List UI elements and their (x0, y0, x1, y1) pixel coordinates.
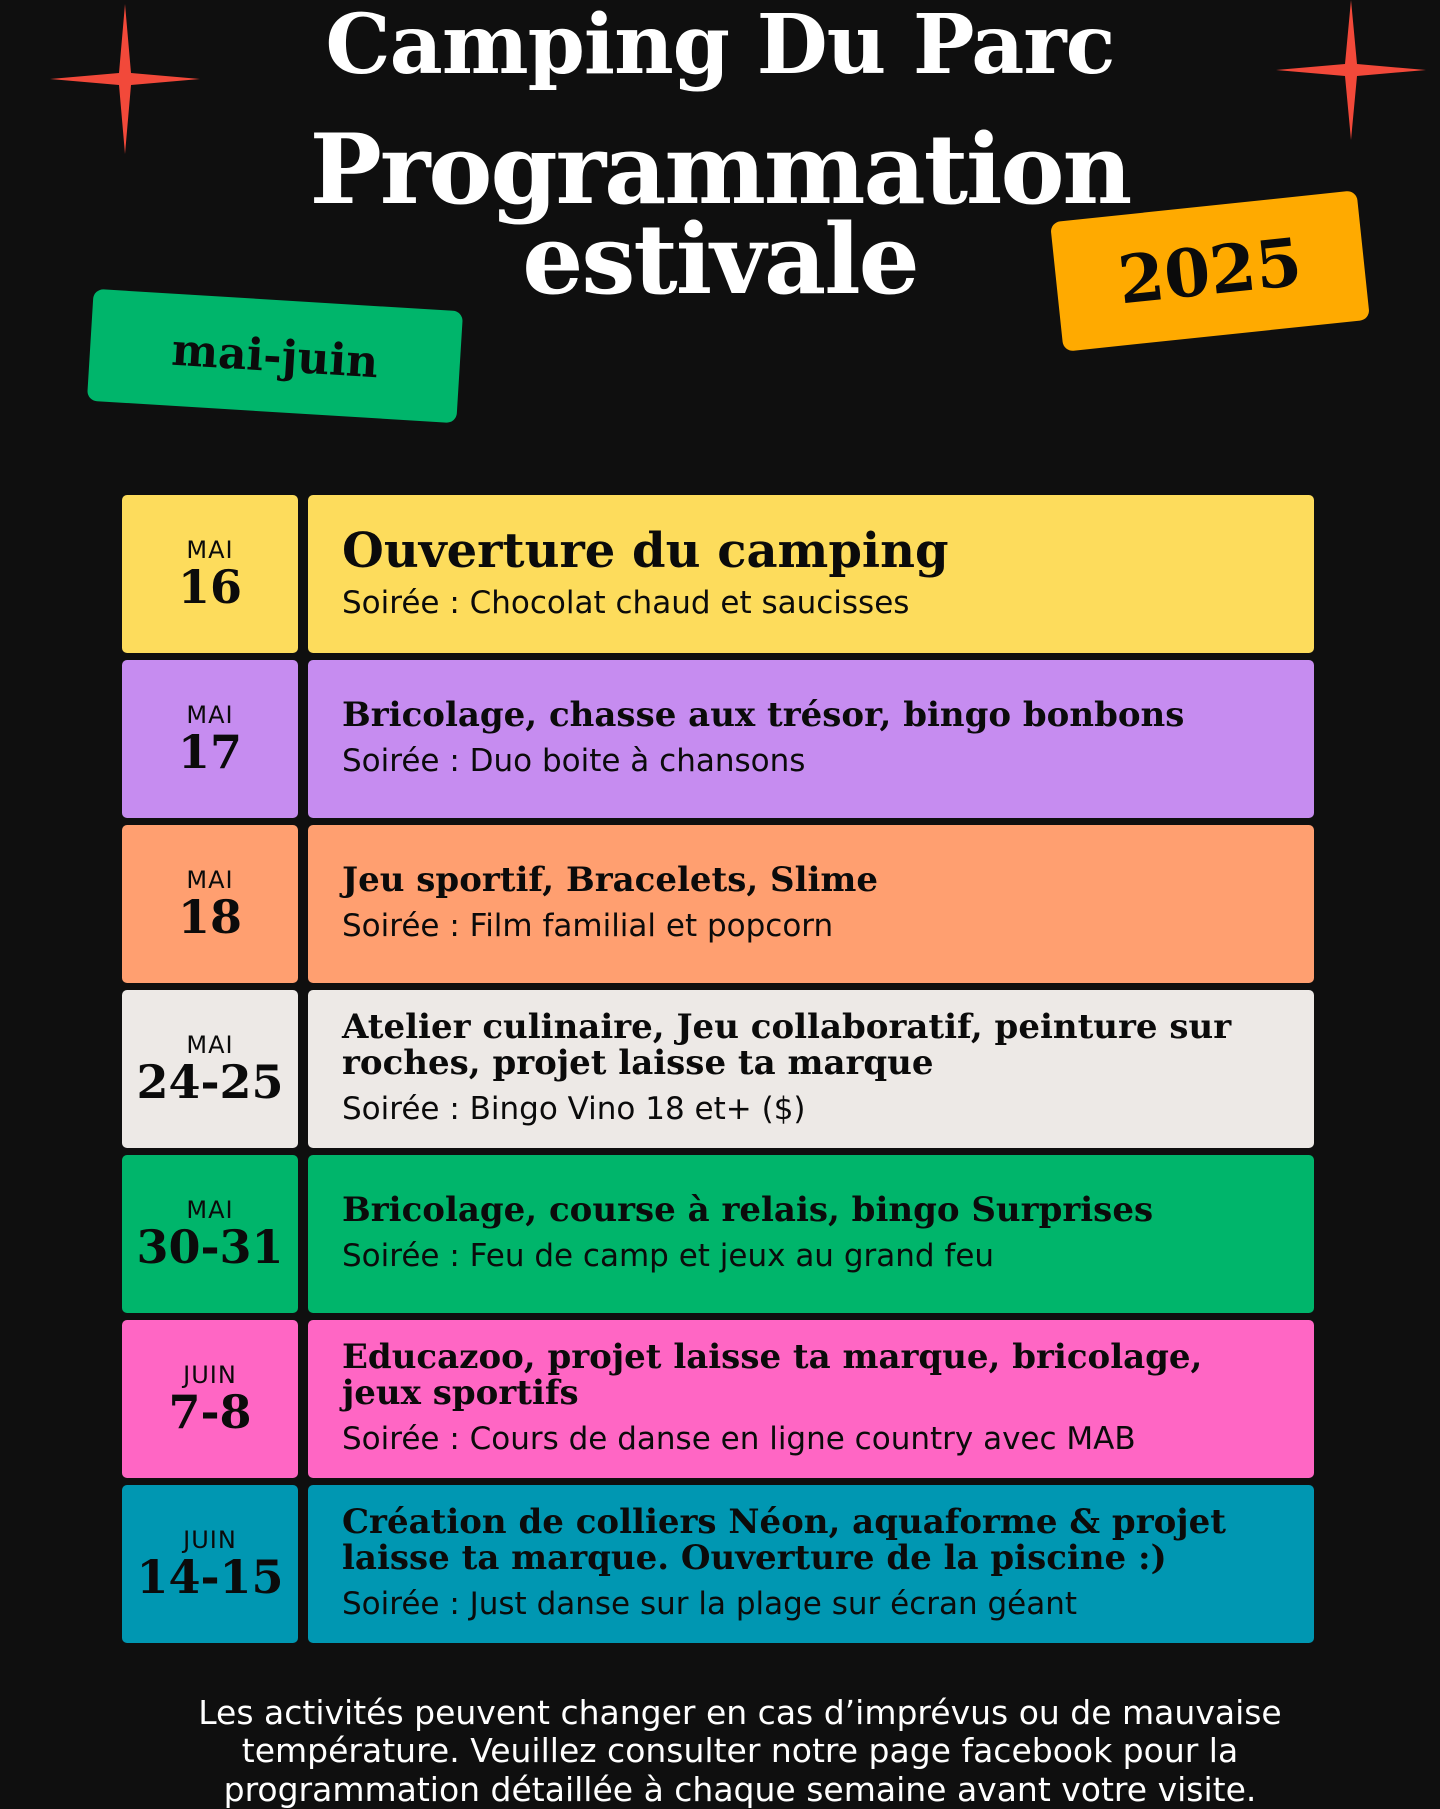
event-evening: Soirée : Feu de camp et jeux au grand feu (342, 1238, 995, 1275)
year-tag: 2025 (1050, 190, 1370, 351)
event-title: Bricolage, chasse aux trésor, bingo bonbons (342, 695, 1185, 736)
date-box (122, 1485, 298, 1643)
date-month: JUIN (183, 1525, 237, 1554)
season-tag: mai-juin (87, 289, 463, 423)
date-box (122, 825, 298, 983)
footer-note: Les activités peuvent changer en cas d’imprévus ou de mauvaise température. Veuillez consulter notre page facebook pour la programmation détaillée à chaque semaine avant votre visite. (198, 1693, 1282, 1809)
event-box (308, 1485, 1314, 1643)
event-evening: Soirée : Chocolat chaud et saucisses (342, 585, 910, 622)
date-month: MAI (186, 700, 234, 729)
event-title: Ouverture du camping (342, 522, 949, 579)
page-title-line2: estivale (522, 203, 918, 316)
camping-name: Camping Du Parc (325, 0, 1115, 93)
schedule-row (122, 1320, 1314, 1478)
date-day: 7-8 (168, 1385, 252, 1440)
date-month: MAI (186, 1030, 234, 1059)
date-month: JUIN (183, 1360, 237, 1389)
schedule-row (122, 1155, 1314, 1313)
date-box (122, 495, 298, 653)
date-box (122, 660, 298, 818)
date-day: 17 (177, 725, 242, 780)
schedule-list (122, 495, 1314, 1650)
schedule-row (122, 825, 1314, 983)
event-title: Atelier culinaire, Jeu collaboratif, peinture sur roches, projet laisse ta marque (342, 1007, 1232, 1084)
date-box (122, 1155, 298, 1313)
date-day: 24-25 (136, 1055, 284, 1110)
date-box (122, 990, 298, 1148)
event-title: Création de colliers Néon, aquaforme & projet laisse ta marque. Ouverture de la piscine :) (342, 1502, 1226, 1579)
event-evening: Soirée : Just danse sur la plage sur écran géant (342, 1585, 1078, 1622)
page-title-line1: Programmation (309, 113, 1131, 226)
event-evening: Soirée : Bingo Vino 18 et+ ($) (342, 1090, 806, 1127)
date-day: 30-31 (136, 1220, 284, 1275)
date-day: 16 (177, 560, 242, 615)
event-title: Jeu sportif, Bracelets, Slime (342, 860, 879, 901)
event-evening: Soirée : Cours de danse en ligne country avec MAB (342, 1420, 1136, 1457)
event-box (308, 495, 1314, 653)
schedule-row (122, 660, 1314, 818)
event-evening: Soirée : Film familial et popcorn (342, 908, 834, 945)
event-box (308, 660, 1314, 818)
event-box (308, 990, 1314, 1148)
date-month: MAI (186, 535, 234, 564)
event-title: Bricolage, course à relais, bingo Surprises (342, 1190, 1154, 1231)
date-day: 14-15 (136, 1550, 284, 1605)
schedule-row (122, 495, 1314, 653)
schedule-row (122, 990, 1314, 1148)
schedule-row (122, 1485, 1314, 1643)
date-month: MAI (186, 1195, 234, 1224)
event-evening: Soirée : Duo boite à chansons (342, 743, 806, 780)
date-day: 18 (177, 890, 242, 945)
event-box (308, 1155, 1314, 1313)
event-box (308, 1320, 1314, 1478)
event-box (308, 825, 1314, 983)
event-title: Educazoo, projet laisse ta marque, bricolage, jeux sportifs (342, 1337, 1203, 1414)
date-month: MAI (186, 865, 234, 894)
date-box (122, 1320, 298, 1478)
